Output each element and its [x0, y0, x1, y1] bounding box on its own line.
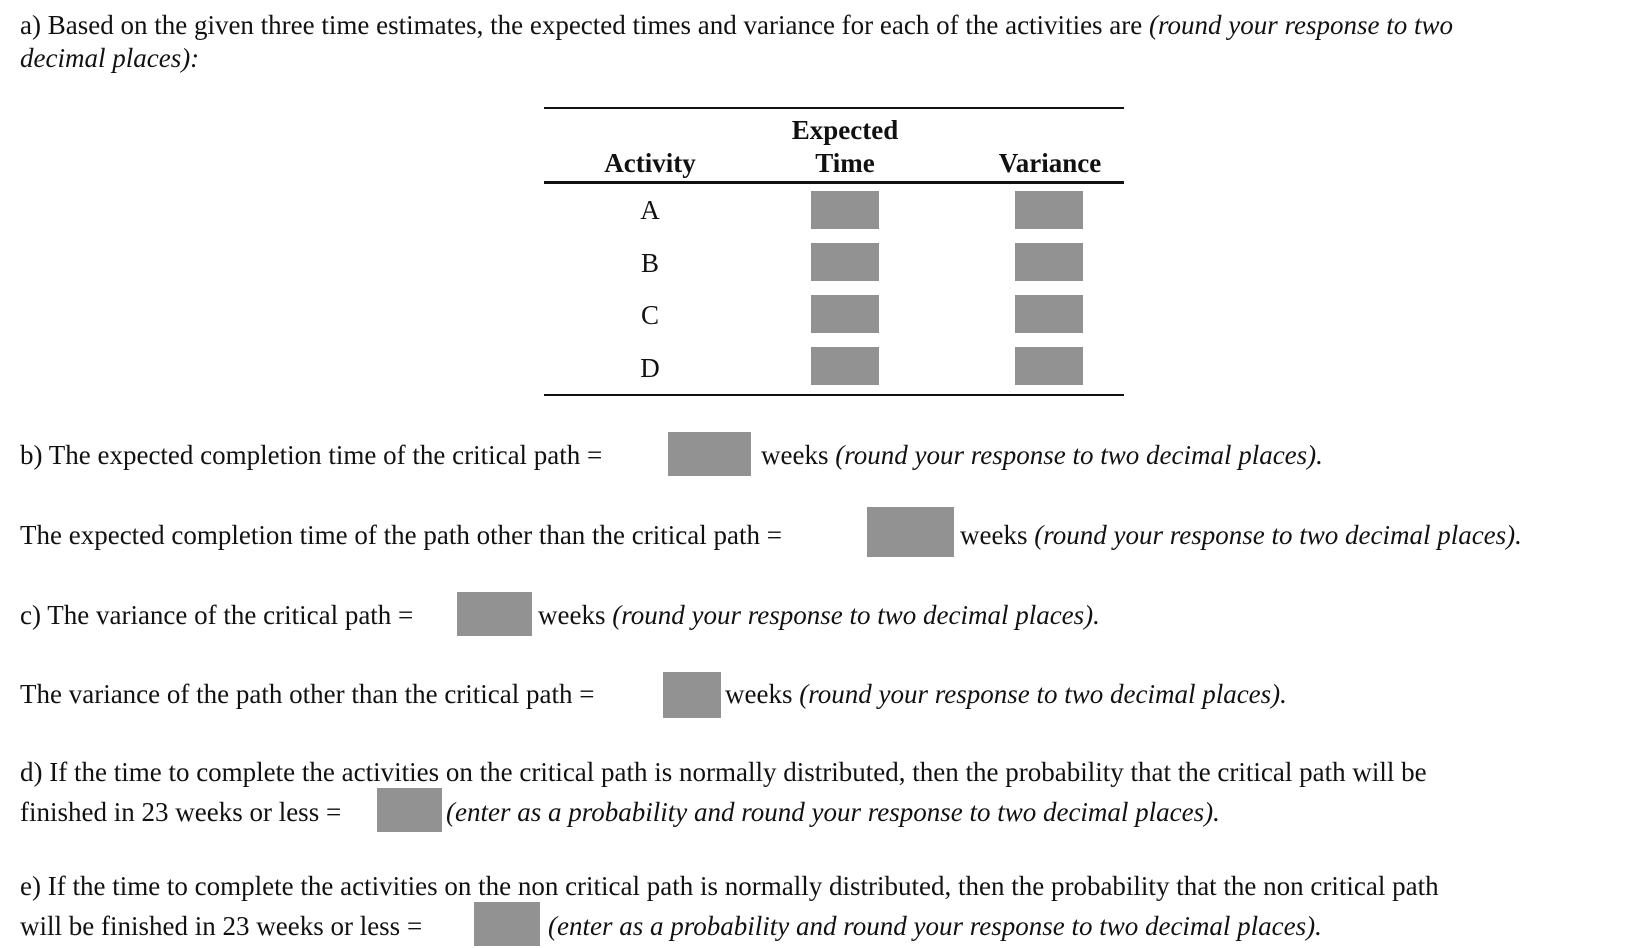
part-c-other-suffix	[725, 677, 1287, 711]
rounding-instruction: (round your response to two decimal places).	[612, 600, 1100, 630]
part-b-critical-suffix	[761, 438, 1323, 472]
part-b-other-label: The expected completion time of the path other than the critical path =	[20, 520, 782, 550]
probability-instruction: (enter as a probability and round your response to two decimal places).	[548, 911, 1322, 941]
header-expected-line2: Time	[815, 148, 875, 178]
unit-weeks: weeks	[538, 600, 606, 630]
activity-label: A	[640, 195, 660, 225]
expected-time-input-a[interactable]	[811, 191, 879, 229]
probability-instruction: (enter as a probability and round your response to two decimal places).	[446, 797, 1220, 827]
part-e-instruction-wrap	[548, 909, 1322, 943]
variance-input-a[interactable]	[1015, 191, 1083, 229]
rounding-instruction: (round your response to two decimal places).	[1034, 520, 1522, 550]
part-c-other-label: The variance of the path other than the critical path =	[20, 679, 595, 709]
header-expected-line1: Expected	[791, 115, 899, 145]
variance-input-d[interactable]	[1015, 347, 1083, 385]
header-variance: Variance	[998, 148, 1102, 178]
unit-weeks: weeks	[960, 520, 1028, 550]
rounding-instruction: (round your response to two decimal places).	[835, 440, 1323, 470]
activity-label: D	[640, 353, 660, 383]
part-a-line1	[20, 8, 1453, 42]
part-b-other-suffix	[960, 518, 1522, 552]
non-critical-path-probability-input[interactable]	[474, 902, 540, 946]
expected-time-input-d[interactable]	[811, 347, 879, 385]
part-d-instruction-wrap	[446, 795, 1220, 829]
table-header-rule	[544, 181, 1124, 184]
table-top-rule	[544, 107, 1124, 109]
part-b-critical-label: b) The expected completion time of the critical path =	[20, 440, 603, 470]
part-d-line1: d) If the time to complete the activities on the critical path is normally distributed, then the probability that the critical path will be	[20, 757, 1427, 787]
header-activity: Activity	[604, 148, 696, 178]
activity-label: B	[640, 248, 659, 278]
part-a-intro: a) Based on the given three time estimates, the expected times and variance for each of the activities are	[20, 10, 1143, 40]
critical-path-probability-input[interactable]	[377, 788, 442, 832]
expected-time-input-b[interactable]	[811, 243, 879, 281]
variance-input-c[interactable]	[1015, 295, 1083, 333]
table-bottom-rule	[544, 394, 1124, 396]
critical-path-variance-input[interactable]	[457, 592, 532, 636]
part-e-label: will be finished in 23 weeks or less =	[20, 911, 423, 941]
part-e-line1: e) If the time to complete the activities on the non critical path is normally distributed, then the probability that the non critical path	[20, 871, 1439, 901]
part-c-critical-label: c) The variance of the critical path =	[20, 600, 414, 630]
other-path-time-input[interactable]	[867, 507, 954, 557]
activity-label: C	[640, 300, 659, 330]
unit-weeks: weeks	[725, 679, 793, 709]
expected-time-input-c[interactable]	[811, 295, 879, 333]
variance-input-b[interactable]	[1015, 243, 1083, 281]
other-path-variance-input[interactable]	[663, 672, 721, 718]
part-c-critical-suffix	[538, 598, 1100, 632]
critical-path-time-input[interactable]	[668, 432, 751, 476]
part-a-line2	[20, 41, 199, 75]
part-a-instruction: (round your response to two	[1149, 10, 1454, 40]
part-a-instruction-cont: decimal places):	[20, 43, 200, 73]
rounding-instruction: (round your response to two decimal places).	[799, 679, 1287, 709]
unit-weeks: weeks	[761, 440, 829, 470]
part-d-label: finished in 23 weeks or less =	[20, 797, 342, 827]
